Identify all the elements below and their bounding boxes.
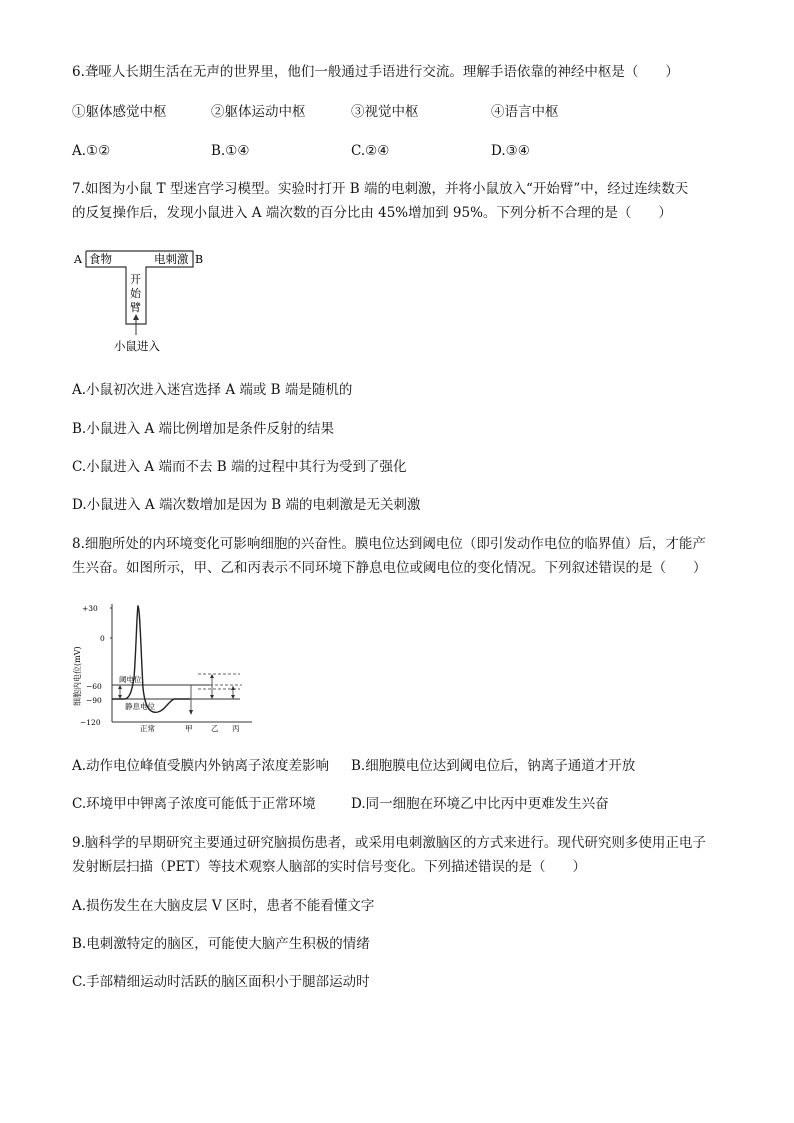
q7-stem-line1: 7.如图为小鼠 T 型迷宫学习模型。实验时打开 B 端的电刺激，并将小鼠放入“开始臂”中，经过连续数天 — [72, 181, 689, 197]
maze-entry-label: 小鼠进入 — [114, 339, 160, 353]
q6-option-a: A.①② — [72, 143, 111, 159]
bing-arrowhead-up — [231, 686, 235, 690]
resting-label: 静息电位 — [125, 702, 155, 711]
condition-bing: 丙 — [232, 724, 240, 733]
action-potential-curve — [112, 606, 190, 712]
q6-item-2: ②躯体运动中枢 — [211, 104, 306, 120]
y-tick-minus120: −120 — [80, 718, 101, 727]
q8-option-a: A.动作电位峰值受膜内外钠离子浓度差影响 — [72, 758, 330, 774]
q6-item-1: ①躯体感觉中枢 — [72, 104, 167, 120]
q8-option-d: D.同一细胞在环境乙中比丙中更难发生兴奋 — [351, 796, 609, 812]
q6-option-c: C.②④ — [351, 143, 390, 159]
q8-stem-line1: 8.细胞所处的内环境变化可影响细胞的兴奋性。膜电位达到阈电位（即引发动作电位的临界值）后，才能产 — [72, 536, 706, 552]
q6-option-d: D.③④ — [491, 143, 530, 159]
maze-shock-label: 电刺激 — [154, 252, 189, 266]
normal-arrowhead-up — [118, 685, 122, 689]
q8-option-c: C.环境甲中钾离子浓度可能低于正常环境 — [72, 796, 316, 812]
q7-option-b: B.小鼠进入 A 端比例增加是条件反射的结果 — [72, 421, 335, 437]
q9-option-b: B.电刺激特定的脑区，可能使大脑产生积极的情绪 — [72, 936, 370, 952]
q6-item-3: ③视觉中枢 — [351, 104, 419, 120]
q7-stem-line2: 的反复操作后，发现小鼠进入 A 端次数的百分比由 45%增加到 95%。下列分析不合理的是（ ） — [72, 205, 672, 221]
y-tick-minus90: −90 — [86, 696, 102, 705]
q9-stem-line2: 发射断层扫描（PET）等技术观察人脑部的实时信号变化。下列描述错误的是（ ） — [72, 859, 586, 875]
bing-arrowhead-down — [231, 695, 235, 699]
condition-yi: 乙 — [211, 724, 219, 733]
maze-entry-arrowhead — [133, 314, 139, 320]
condition-jia: 甲 — [185, 724, 193, 733]
yi-arrowhead-up — [210, 674, 214, 678]
t-maze-figure — [70, 244, 210, 356]
q9-option-c: C.手部精细运动时活跃的脑区面积小于腿部运动时 — [72, 974, 370, 990]
yi-arrowhead-down — [210, 695, 214, 699]
threshold-label: 阈电位 — [119, 675, 142, 684]
membrane-potential-figure — [70, 598, 260, 734]
maze-food-label: 食物 — [89, 252, 112, 266]
q6-item-4: ④语言中枢 — [491, 104, 559, 120]
q7-option-a: A.小鼠初次进入迷宫选择 A 端或 B 端是随机的 — [72, 382, 353, 398]
q9-option-a: A.损伤发生在大脑皮层 V 区时，患者不能看懂文字 — [72, 898, 375, 914]
q6-option-b: B.①④ — [211, 143, 250, 159]
y-tick-0: 0 — [100, 634, 105, 643]
q6-stem: 6.聋哑人长期生活在无声的世界里，他们一般通过手语进行交流。理解手语依靠的神经中枢是（ ） — [72, 64, 679, 80]
maze-arm-char-3: 臂 — [130, 301, 141, 314]
q8-stem-line2: 生兴奋。如图所示，甲、乙和丙表示不同环境下静息电位或阈电位的变化情况。下列叙述错误的是（ ） — [72, 560, 707, 576]
y-tick-minus60: −60 — [86, 682, 102, 691]
q7-option-c: C.小鼠进入 A 端而不去 B 端的过程中其行为受到了强化 — [72, 459, 407, 475]
q9-stem-line1: 9.脑科学的早期研究主要通过研究脑损伤患者，或采用电刺激脑区的方式来进行。现代研究则多使用正电子 — [72, 835, 706, 851]
y-tick-30: +30 — [82, 604, 98, 613]
q8-option-b: B.细胞膜电位达到阈电位后，钠离子通道才开放 — [351, 758, 636, 774]
maze-arm-char-1: 开 — [130, 273, 141, 286]
q7-option-d: D.小鼠进入 A 端次数增加是因为 B 端的电刺激是无关刺激 — [72, 497, 421, 513]
condition-normal: 正常 — [140, 724, 155, 733]
y-axis-label: 细胞内电位(mV) — [73, 646, 82, 706]
jia-arrowhead — [189, 710, 193, 715]
maze-label-a: A — [74, 253, 82, 266]
maze-arm-char-2: 始 — [130, 287, 141, 300]
maze-label-b: B — [195, 253, 204, 266]
